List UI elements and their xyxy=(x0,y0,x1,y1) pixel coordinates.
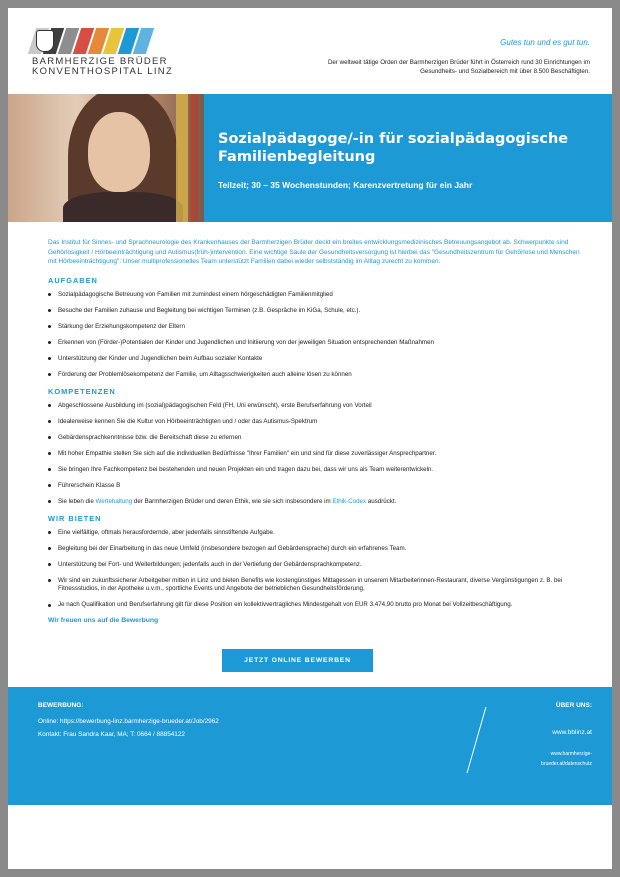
list-item: Eine vielfältige, oftmals herausfordernde, aber jedenfalls sinnstiftende Aufgabe. xyxy=(48,529,588,538)
section-heading-wir-bieten: WIR BIETEN xyxy=(48,513,102,523)
list-item: Führerschein Klasse B xyxy=(48,482,588,491)
list-item: Abgeschlossene Ausbildung im (sozial)pädagogischen Feld (FH, Uni erwünscht), erste Berufserfahrung von Vorteil xyxy=(48,402,588,411)
section-heading-aufgaben: AUFGABEN xyxy=(48,275,98,285)
institute-intro: Das Institut für Sinnes- und Sprachneurologie des Krankenhauses der Barmherzigen Brüder deckt ein breites entwicklungsmedizinisches Betreuungsangebot ab. Schwerpunkte sind Gehörlosigkeit / Hörbeeinträchtigung und Autismus(früh-)intervention. Eine wichtige Säule der Gesundheitsversorgung ist hierbei das "Gesundheitszentrum für Gehörlose und Menschen mit Hörbeeinträchtigung": Unser multiprofessionelles Team unterstützt Familien dabei wieder selbstständig im Alltag zurecht zu kommen. xyxy=(48,239,580,266)
tagline: Gutes tun und es gut tun. xyxy=(500,38,590,47)
list-item: Sie bringen Ihre Fachkompetenz bei bestehenden und neuen Projekten ein und tragen dazu bei, dass wir uns als Team weiterentwickeln. xyxy=(48,466,588,475)
list-item: Stärkung der Erziehungskompetenz der Eltern xyxy=(48,323,588,332)
section-heading-kompetenzen: KOMPETENZEN xyxy=(48,386,116,396)
organization-intro: Der weltweit tätige Orden der Barmherzigen Brüder führt in Österreich rund 30 Einrichtungen im Gesundheits- und Sozialbereich mit über 8.500 Beschäftigten. xyxy=(327,59,590,75)
seal-icon xyxy=(36,30,54,52)
footer-divider xyxy=(467,707,487,773)
wertehaltung-link[interactable]: Wertehaltung xyxy=(95,497,133,505)
values-text-pre: Sie leben die xyxy=(58,497,96,505)
logo-stripes xyxy=(32,28,182,54)
brand-logo xyxy=(32,28,182,77)
list-item: Besuche der Familien zuhause und Begleitung bei wichtigen Terminen (z.B. Gespräche im KiGa, Schule, etc.). xyxy=(48,307,588,316)
brand-name-line2: KONVENTHOSPITAL LINZ xyxy=(32,66,174,77)
list-item: Unterstützung der Kinder und Jugendlichen beim Aufbau sozialer Kontakte xyxy=(48,355,588,364)
list-item: Sozialpädagogische Betreuung von Familien mit zumindest einem hörgeschädigten Familienmitglied xyxy=(48,291,588,300)
list-item: Unterstützung bei Fort- und Weiterbildungen; jedenfalls auch in der Vertiefung der Gebärdensprachkompetenz. xyxy=(48,561,588,570)
photo-accent-2 xyxy=(190,94,198,222)
job-subtitle: Teilzeit; 30 – 35 Wochenstunden; Karenzvertretung für ein Jahr xyxy=(218,180,473,190)
job-posting-page xyxy=(8,8,612,869)
list-item: Gebärdensprachkenntnisse bzw. die Bereitschaft diese zu erlernen xyxy=(48,434,588,443)
privacy-link-line2[interactable]: brueder.at/datenschutz xyxy=(541,761,592,767)
closing-line: Wir freuen uns auf die Bewerbung xyxy=(48,617,159,625)
portrait-photo xyxy=(8,94,204,222)
wir-bieten-list xyxy=(48,529,588,610)
kompetenzen-list xyxy=(48,402,588,507)
list-item-values xyxy=(48,498,588,507)
photo-face xyxy=(88,112,150,192)
contact-info: Kontakt: Frau Sandra Kaar, MA; T: 0664 / 88854122 xyxy=(38,731,185,738)
ethik-codex-link[interactable]: Ethik-Codex xyxy=(332,497,367,505)
list-item: Wir sind ein zukunftssicherer Arbeitgeber mitten in Linz und bieten Benefits wie kostengünstiges Mittagessen in unserem Mitarbeiterinnen-Restaurant, diverse Vergünstigungen z. B. bei Fitnessstudios, in der Apotheke u.v.m., sportliche Events und Angebote der betrieblichen Gesundheitsförderung. xyxy=(48,577,588,594)
list-item: Erkennen von (Förder-)Potentialen der Kinder und Jugendlichen und Initiierung von der jeweiligen Situation entsprechenden Maßnahmen xyxy=(48,339,588,348)
main-content xyxy=(48,238,588,624)
photo-shirt xyxy=(63,192,183,222)
title-banner xyxy=(8,94,612,222)
footer-heading-bewerbung: BEWERBUNG: xyxy=(38,702,84,709)
list-item: Förderung der Problemlösekompetenz der Familie, um Alltagsschwierigkeiten auch alleine lösen zu können xyxy=(48,371,588,380)
privacy-link-line1[interactable]: www.barmherzige- xyxy=(550,751,592,757)
list-item: Idealerweise kennen Sie die Kultur von Hörbeeinträchtigten und / oder das Autismus-Spektrum xyxy=(48,418,588,427)
aufgaben-list xyxy=(48,291,588,380)
list-item: Begleitung bei der Einarbeitung in das neue Umfeld (insbesondere bezogen auf Gebärdensprache) durch ein erfahrenes Team. xyxy=(48,545,588,554)
job-title: Sozialpädagoge/-in für sozialpädagogische Familienbegleitung xyxy=(218,131,569,165)
apply-online-button[interactable]: JETZT ONLINE BEWERBEN xyxy=(222,649,373,672)
application-link[interactable]: Online: https://bewerbung-linz.barmherzige-brueder.at/Job/2962 xyxy=(38,718,219,725)
footer-heading-ueber-uns: ÜBER UNS: xyxy=(555,702,592,709)
footer xyxy=(8,687,612,805)
values-text-mid: der Barmherzigen Brüder und deren Ethik, wie sie sich insbesondere im xyxy=(132,497,333,505)
list-item: Je nach Qualifikation und Berufserfahrung gilt für diese Position ein kollektivvertragliches Mindestgehalt von EUR 3.474,90 brutto pro Monat bei Vollzeitbeschäftigung. xyxy=(48,601,588,610)
list-item: Mit hoher Empathie stellen Sie sich auf die individuellen Bedürfnisse "Ihrer Familien" ein und sind für diese zuverlässiger Ansprechpartner. xyxy=(48,450,588,459)
brand-name-line1: BARMHERZIGE BRÜDER xyxy=(32,56,168,67)
values-text-post: ausdrückt. xyxy=(366,497,397,505)
website-link[interactable]: www.bblinz.at xyxy=(552,729,592,736)
photo-accent xyxy=(176,94,188,222)
